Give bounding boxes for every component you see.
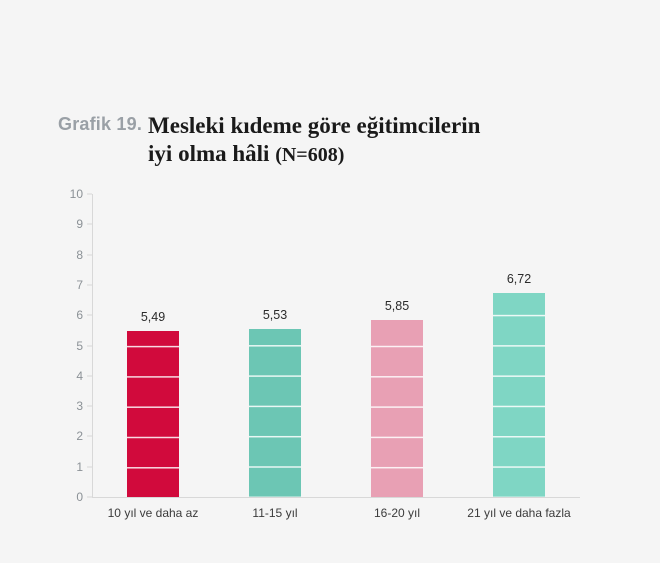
plot-area xyxy=(69,187,580,504)
bar[interactable] xyxy=(371,298,423,497)
bar-value-label: 5,53 xyxy=(262,308,288,323)
y-axis-tick-label: 5 xyxy=(76,338,83,353)
y-axis-tick-label: 2 xyxy=(76,429,83,444)
bar-group[interactable] xyxy=(127,309,179,497)
chart-title-line1: Mesleki kıdeme göre eğitimcilerin xyxy=(148,113,481,138)
x-axis-labels xyxy=(92,500,580,530)
bar-group[interactable] xyxy=(249,308,301,497)
bar[interactable] xyxy=(493,272,545,497)
bar-group[interactable] xyxy=(493,272,545,497)
y-axis-tick-label: 7 xyxy=(76,277,83,292)
x-axis-category-label: 21 yıl ve daha fazla xyxy=(467,506,571,520)
x-axis-category-label: 16-20 yıl xyxy=(373,506,421,520)
bar[interactable] xyxy=(127,309,179,497)
bar-value-label: 5,49 xyxy=(140,309,166,324)
y-axis-tick-label: 8 xyxy=(76,247,83,262)
y-axis-tick-label: 10 xyxy=(69,187,83,201)
bar-series xyxy=(92,194,580,497)
x-axis-category-label: 10 yıl ve daha az xyxy=(107,506,199,520)
chart-title-main xyxy=(148,112,480,169)
x-axis-line xyxy=(92,497,580,498)
y-axis-tick-label: 9 xyxy=(76,217,83,232)
chart-area xyxy=(0,186,660,536)
y-axis-tick-label: 6 xyxy=(76,308,83,323)
chart-title-prefix: Grafik 19. xyxy=(58,114,143,134)
y-axis-tick-label: 4 xyxy=(76,368,83,383)
chart-title xyxy=(0,112,660,169)
bar[interactable] xyxy=(249,308,301,497)
bar-group[interactable] xyxy=(371,298,423,497)
y-axis-tick-label: 3 xyxy=(76,399,83,414)
x-axis-category-label: 11-15 yıl xyxy=(252,506,298,520)
y-axis-tick-label: 0 xyxy=(76,490,83,504)
bar-value-label: 6,72 xyxy=(506,272,532,287)
bar-value-label: 5,85 xyxy=(384,298,410,313)
chart-title-sample-size: (N=608) xyxy=(275,144,345,167)
chart-title-line2: iyi olma hâli xyxy=(148,141,276,167)
y-axis-tick-label: 1 xyxy=(76,459,83,474)
